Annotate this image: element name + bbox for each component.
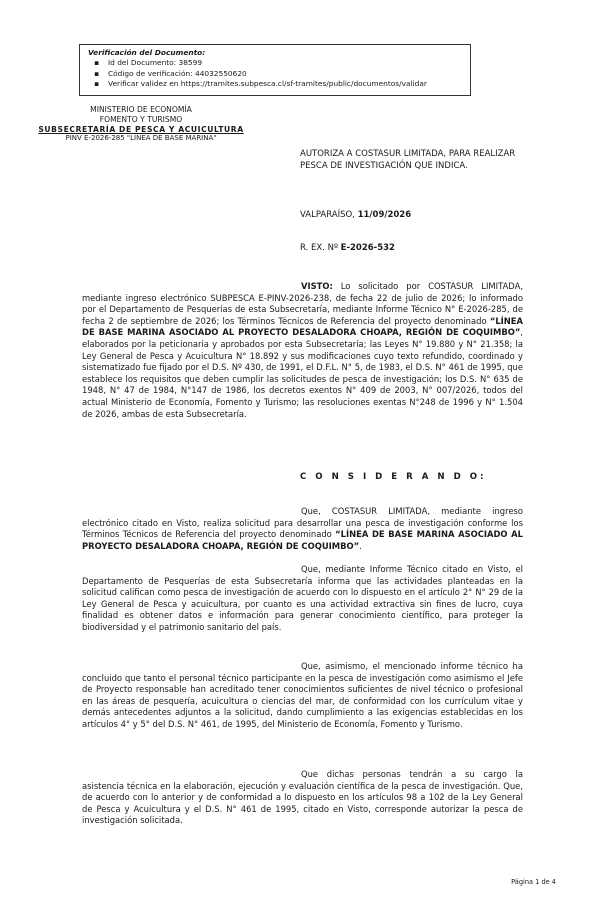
- visto-label: VISTO:: [301, 281, 333, 291]
- considerando-paragraph: [82, 661, 523, 731]
- resolution-number-line: [300, 242, 530, 254]
- resolution-number: E-2026-532: [340, 243, 395, 253]
- considerando-2-text: Que, mediante Informe Técnico citado en Visto, el Departamento de Pesquerías de esta Subsecretaría informa que las actividades planteadas en la solicitud califican como pesca de investigación de acuerdo con lo dispuesto en el artículo 2° N° 29 de la Ley General de Pesca y acuicultura, por cuanto es una actividad extractiva sin fines de lucro, cuya finalidad es obtener datos e información para generar conocimiento científico, para proteger la biodiversidad y el patrimonio sanitario del país.: [82, 564, 523, 632]
- ministry-name: MINISTERIO DE ECONOMÍA: [90, 105, 192, 114]
- verification-box: [79, 44, 471, 96]
- considerando-paragraph: [82, 769, 523, 827]
- considerando-heading: C O N S I D E R A N D O:: [300, 472, 487, 482]
- considerando-3-text: Que, asimismo, el mencionado informe técnico ha concluido que tanto el personal técnico participante en la pesca de investigación como asimismo el Jefe de Proyecto responsable han acreditado tener conocimientos suficientes de nivel técnico o profesional en las áreas de pesquería, acuicultura o ciencias del mar, de conformidad con los currículum vitae y demás antecedentes adjuntos a la solicitud, dando cumplimiento a las exigencias establecidas en los artículos 4° y 5° del D.S. N° 461, de 1995, del Ministerio de Economía, Fomento y Turismo.: [82, 661, 523, 729]
- visto-text-2: , elaborados por la peticionaria y aprobados por esta Subsecretaría; las Leyes N° 19.880 y N° 21.358; la Ley General de Pesca y Acuicultura N° 18.892 y sus modificaciones cuyo texto refundido, coordinado y sistematizado fue fijado por el D.S. Nº 430, de 1991, el D.F.L. N° 5, de 1983, el D.S. N° 461 de 1995, que establece los requisitos que deben cumplir las solicitudes de pesca de investigación; los D.S. N° 635 de 1948, N° 47 de 1984, N°147 de 1986, los decretos exentos N° 409 de 2003, N° 007/2026, todos del actual Ministerio de Economía, Fomento y Turismo; las resoluciones exentas N°248 de 1996 y N° 1.504 de 2026, ambas de esta Subsecretaría.: [82, 327, 523, 419]
- place-label: VALPARAÍSO,: [300, 210, 358, 220]
- verification-title: Verificación del Documento:: [88, 48, 206, 57]
- letterhead: [30, 105, 252, 144]
- page-number: Página 1 de 4: [511, 878, 556, 886]
- project-reference: PINV E-2026-285 "LÍNEA DE BASE MARINA": [65, 134, 217, 143]
- resolution-summary: AUTORIZA A COSTASUR LIMITADA, PARA REALIZAR PESCA DE INVESTIGACIÓN QUE INDICA.: [300, 149, 516, 171]
- considerando-1-text-end: .: [359, 540, 362, 551]
- visto-project-name: “LÍNEA DE BASE MARINA ASOCIADO AL PROYECTO DESALADORA CHOAPA, REGIÓN DE COQUIMBO”: [82, 315, 523, 338]
- visto-text-1: Lo solicitado por COSTASUR LIMITADA, mediante ingreso electrónico SUBPESCA E-PINV-2026-238, de fecha 22 de julio de 2026; lo informado por el Departamento de Pesquerías de esta Subsecretaría, mediante Informe Técnico N° E-2026-285, de fecha 2 de septiembre de 2026; los Términos Técnicos de Referencia del proyecto denominado: [82, 281, 523, 326]
- verification-document-id: ▪ Id del Documento: 38599: [108, 58, 462, 68]
- ministry-name-line2: FOMENTO Y TURISMO: [99, 114, 183, 124]
- verification-url[interactable]: ▪ Verificar validez en https://tramites.subpesca.cl/sf-tramites/public/documentos/validar: [108, 79, 462, 89]
- verification-list: [88, 58, 462, 89]
- visto-paragraph: [82, 281, 523, 420]
- considerando-1-project-name: “LÍNEA DE BASE MARINA ASOCIADO AL PROYECTO DESALADORA CHOAPA, REGIÓN DE COQUIMBO”: [82, 529, 523, 551]
- verification-code: ▪ Código de verificación: 44032550620: [108, 69, 462, 79]
- considerando-1-text: Que, COSTASUR LIMITADA, mediante ingreso electrónico citado en Visto, realiza solicitud para desarrollar una pesca de investigación conforme los Términos Técnicos de Referencia del proyecto denominado: [82, 506, 523, 540]
- resolution-date: 11/09/2026: [357, 210, 412, 220]
- resolution-number-prefix: R. EX. Nº: [300, 243, 341, 253]
- considerando-paragraph: [82, 506, 523, 552]
- considerando-paragraph: [82, 564, 523, 634]
- subsecretaria-name: SUBSECRETARÍA DE PESCA Y ACUICULTURA: [38, 124, 244, 134]
- considerando-4-text: Que dichas personas tendrán a su cargo la asistencia técnica en la elaboración, ejecución y evaluación científica de la pesca de investigación. Que, de acuerdo con lo anterior y de conformidad a lo dispuesto en los artículos 98 a 102 de la Ley General de Pesca y Acuicultura y el D.S. N° 461 de 1995, citado en Visto, corresponde autorizar la pesca de investigación solicitada.: [82, 769, 523, 826]
- place-date: [300, 209, 530, 221]
